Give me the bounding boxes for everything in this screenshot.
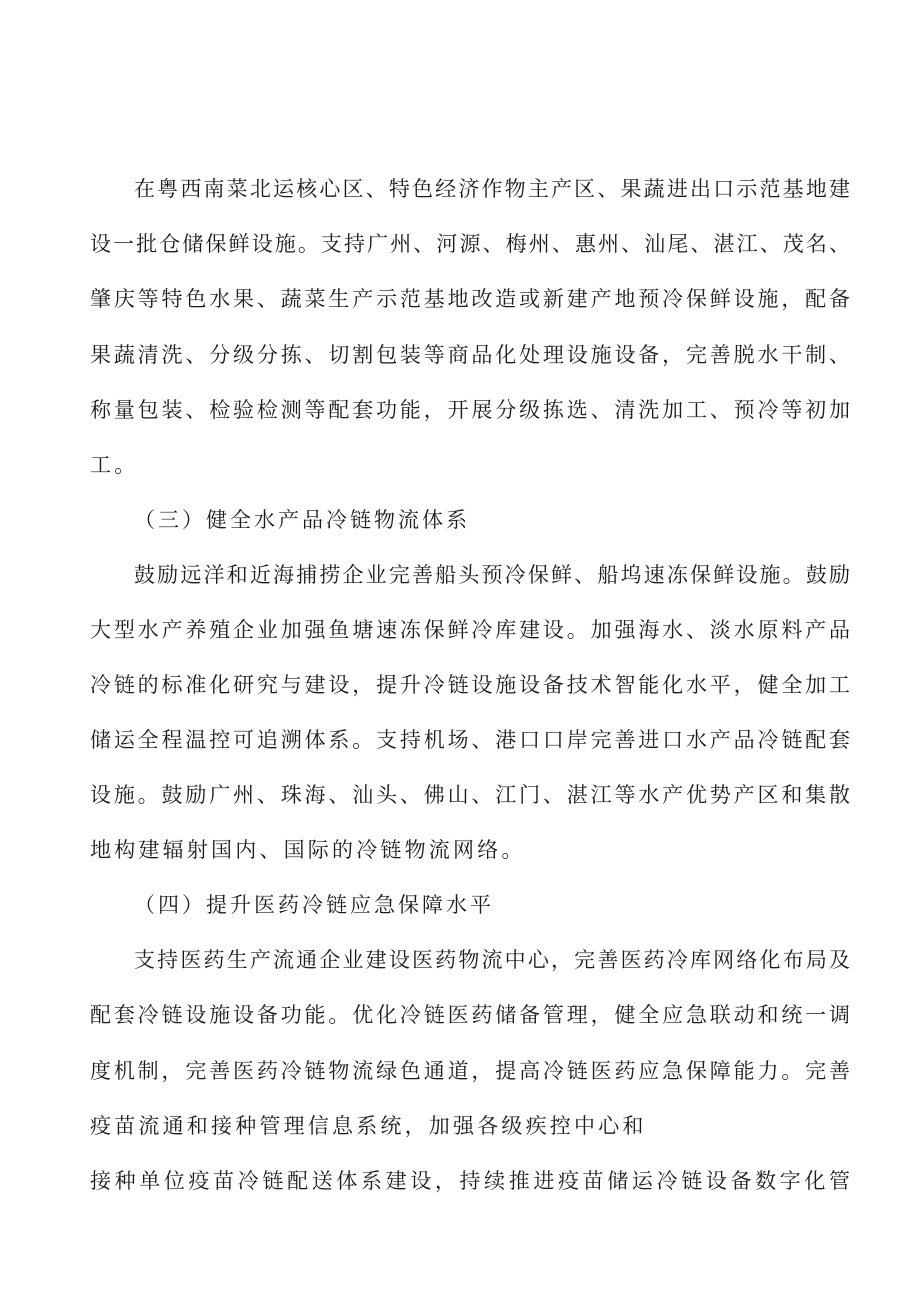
paragraph-2-line-3: 冷链的标准化研究与建设，提升冷链设施设备技术智能化水平，健全加工	[90, 673, 850, 697]
paragraph-3-line-2: 配套冷链设施设备功能。优化冷链医药储备管理，健全应急联动和统一调	[90, 1003, 850, 1027]
paragraph-2-line-1: 鼓励远洋和近海捕捞企业完善船头预冷保鲜、船坞速冻保鲜设施。鼓励	[134, 563, 850, 587]
paragraph-3-line-4: 疫苗流通和接种管理信息系统，加强各级疾控中心和	[90, 1114, 647, 1138]
paragraph-3-line-3: 度机制，完善医药冷链物流绿色通道，提高冷链医药应急保障能力。完善	[90, 1059, 850, 1083]
section-heading-4: （四）提升医药冷链应急保障水平	[134, 893, 494, 917]
paragraph-1-line-5: 称量包装、检验检测等配套功能，开展分级拣选、清洗加工、预冷等初加	[90, 398, 850, 422]
section-heading-3: （三）健全水产品冷链物流体系	[134, 508, 470, 532]
paragraph-1-line-3: 肇庆等特色水果、蔬菜生产示范基地改造或新建产地预冷保鲜设施，配备	[90, 287, 850, 311]
paragraph-2-line-2: 大型水产养殖企业加强鱼塘速冻保鲜冷库建设。加强海水、淡水原料产品	[90, 618, 850, 642]
paragraph-3-line-5: 接种单位疫苗冷链配送体系建设，持续推进疫苗储运冷链设备数字化管	[90, 1169, 850, 1193]
paragraph-2-line-4: 储运全程温控可追溯体系。支持机场、港口口岸完善进口水产品冷链配套	[90, 728, 850, 752]
paragraph-1-line-6: 工。	[90, 453, 139, 477]
paragraph-2-line-6: 地构建辐射国内、国际的冷链物流网络。	[90, 838, 526, 862]
paragraph-2-line-5: 设施。鼓励广州、珠海、汕头、佛山、江门、湛江等水产优势产区和集散	[90, 783, 850, 807]
paragraph-1-line-1: 在粤西南菜北运核心区、特色经济作物主产区、果蔬进出口示范基地建	[134, 177, 850, 201]
paragraph-1-line-2: 设一批仓储保鲜设施。支持广州、河源、梅州、惠州、汕尾、湛江、茂名、	[90, 232, 850, 256]
paragraph-3-line-1: 支持医药生产流通企业建设医药物流中心，完善医药冷库网络化布局及	[134, 948, 850, 972]
paragraph-1-line-4: 果蔬清洗、分级分拣、切割包装等商品化处理设施设备，完善脱水干制、	[90, 343, 850, 367]
